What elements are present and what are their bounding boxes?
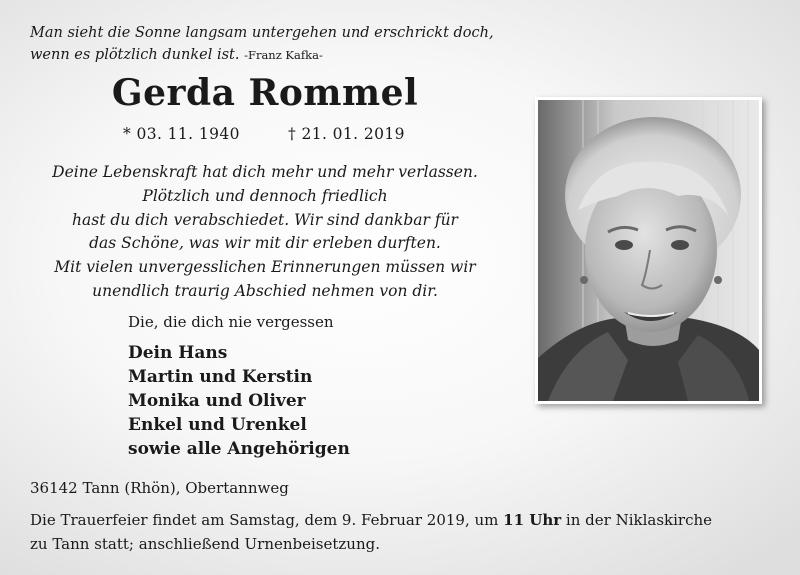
verse-line: Mit vielen unvergesslichen Erinnerungen müssen wir: [54, 258, 476, 277]
mourners-list: [128, 341, 350, 461]
portrait-image: [538, 100, 759, 401]
verse-line: Plötzlich und dennoch friedlich: [142, 186, 388, 205]
ceremony-line-2: zu Tann statt; anschließend Urnenbeisetzung.: [30, 535, 380, 553]
epigraph-line-2: [30, 44, 494, 66]
mourners-intro: Die, die dich nie vergessen: [128, 313, 334, 331]
epigraph-line-1: Man sieht die Sonne langsam untergehen und erschrickt doch,: [30, 25, 494, 41]
verse-line: hast du dich verabschiedet. Wir sind dankbar für: [72, 210, 458, 229]
ceremony-notice: [30, 508, 790, 556]
mourner-name: Dein Hans: [128, 343, 228, 363]
memorial-verse: [0, 161, 530, 304]
birth-date: * 03. 11. 1940: [123, 125, 240, 143]
epigraph: [30, 22, 494, 66]
verse-line: Deine Lebenskraft hat dich mehr und mehr verlassen.: [52, 163, 478, 181]
verse-line: das Schöne, was wir mit dir erleben durften.: [89, 234, 441, 253]
mourner-name: sowie alle Angehörigen: [128, 439, 350, 459]
verse-line: unendlich traurig Abschied nehmen von dir.: [92, 281, 438, 300]
epigraph-author: -Franz Kafka-: [244, 48, 323, 62]
mourner-name: Martin und Kerstin: [128, 367, 313, 387]
epigraph-line-2-text: wenn es plötzlich dunkel ist.: [30, 47, 240, 63]
mourner-name: Monika und Oliver: [128, 391, 306, 411]
ceremony-line-1: [30, 508, 790, 532]
ceremony-text-after: in der Niklaskirche: [561, 511, 713, 529]
address: 36142 Tann (Rhön), Obertannweg: [30, 479, 289, 497]
death-date: † 21. 01. 2019: [288, 125, 405, 143]
deceased-name: Gerda Rommel: [111, 72, 419, 114]
mourner-name: Enkel und Urenkel: [128, 415, 307, 435]
ceremony-text-before: Die Trauerfeier findet am Samstag, dem 9. Februar 2019, um: [30, 511, 504, 529]
ceremony-time: 11 Uhr: [503, 511, 562, 529]
portrait-photo: [535, 97, 762, 404]
